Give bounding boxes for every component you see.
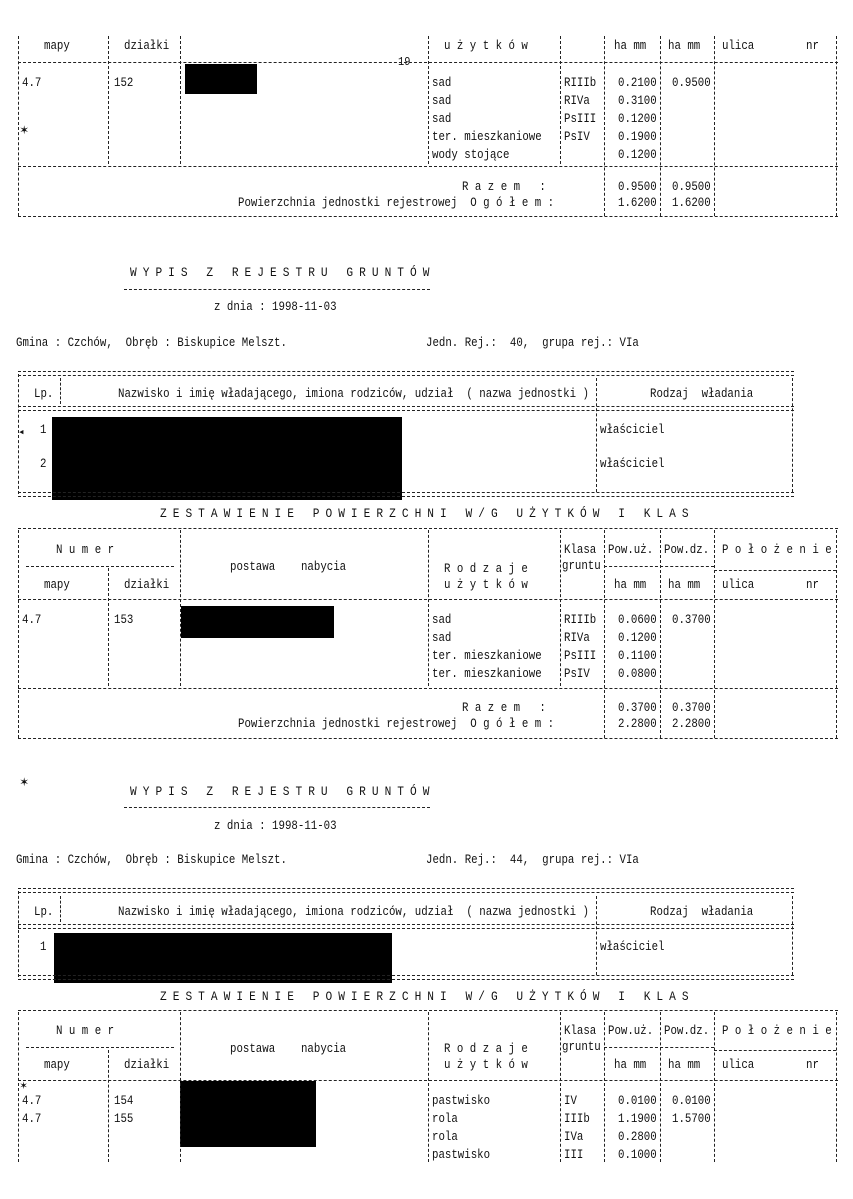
s3-col-pow-uz: Pow.uż. xyxy=(608,1024,654,1038)
s2-dzialka: 153 xyxy=(114,613,134,627)
parcel-map: 4.7 xyxy=(22,1094,42,1108)
col-header-ulica: ulica xyxy=(722,39,755,53)
parcel-map: 4.7 xyxy=(22,1112,42,1126)
s2-owners-rodzaj-header: Rodzaj władania xyxy=(650,387,754,401)
soil-class: IV xyxy=(564,1094,577,1108)
land-use: pastwisko xyxy=(432,1094,491,1108)
s3-owner-rodzaj: właściciel xyxy=(600,940,665,954)
star-mark-icon: ✶ xyxy=(20,775,29,791)
soil-class: RIIIb xyxy=(564,76,597,90)
s2-col-pow-dz: Pow.dz. xyxy=(664,543,710,557)
area-parcel: 0.9500 xyxy=(672,76,711,90)
s2-mapa: 4.7 xyxy=(22,613,42,627)
s2-owner-rodzaj: właściciel xyxy=(600,457,665,471)
b1-razem-uz: 0.9500 xyxy=(618,180,657,194)
s2-owners-name-header: Nazwisko i imię władającego, imiona rodziców, udział ( nazwa jednostki ) xyxy=(118,387,589,401)
area-used: 0.1000 xyxy=(618,1148,657,1162)
divider xyxy=(18,216,838,217)
land-use: ter. mieszkaniowe xyxy=(432,667,542,681)
land-use: sad xyxy=(432,94,452,108)
land-use: ter. mieszkaniowe xyxy=(432,649,542,663)
wypis-title-2: WYPIS Z REJESTRU GRUNTÓW xyxy=(130,784,436,799)
s2-col-ulica: ulica xyxy=(722,578,755,592)
s2-col-polozenie: P o ł o ż e n i e xyxy=(722,543,832,557)
soil-class: PsIV xyxy=(564,667,590,681)
s2-owner-lp: 2 xyxy=(40,457,47,471)
star-mark-icon: ✶ xyxy=(20,1079,28,1093)
s3-col-postawa: postawa nabycia xyxy=(230,1042,347,1056)
s2-col-numer: N u m e r xyxy=(56,543,115,557)
area-used: 0.2100 xyxy=(618,76,657,90)
land-use: rola xyxy=(432,1112,458,1126)
area-used: 0.2800 xyxy=(618,1130,657,1144)
b1-ogolem-dz: 1.6200 xyxy=(672,196,711,210)
s2-col-nr: nr xyxy=(806,578,819,592)
area-used: 0.3100 xyxy=(618,94,657,108)
s2-gmina: Gmina : Czchów, Obręb : Biskupice Melszt. xyxy=(16,336,287,350)
area-used: 0.1200 xyxy=(618,112,657,126)
land-use: sad xyxy=(432,613,452,627)
s3-col-uzytkow: u ż y t k ó w xyxy=(444,1058,528,1072)
s2-ogolem-dz: 2.2800 xyxy=(672,717,711,731)
area-parcel: 1.5700 xyxy=(672,1112,711,1126)
land-use: wody stojące xyxy=(432,148,510,162)
divider xyxy=(18,166,838,167)
area-parcel: 0.0100 xyxy=(672,1094,711,1108)
s3-jedn: Jedn. Rej.: 44, grupa rej.: VIa xyxy=(426,853,639,867)
soil-class: PsIV xyxy=(564,130,590,144)
redaction-box xyxy=(185,64,257,94)
s2-col-mapy: mapy xyxy=(44,578,70,592)
s3-col-ha-mm: ha mm xyxy=(668,1058,701,1072)
s3-col-rodzaje: R o d z a j e xyxy=(444,1042,528,1056)
area-used: 0.0800 xyxy=(618,667,657,681)
s2-owner-rodzaj: właściciel xyxy=(600,423,665,437)
s3-col-dzialki: działki xyxy=(124,1058,170,1072)
col-header-ha-mm-2: ha mm xyxy=(668,39,701,53)
s2-owner-lp: 1 xyxy=(40,423,47,437)
soil-class: IVa xyxy=(564,1130,584,1144)
s3-gmina: Gmina : Czchów, Obręb : Biskupice Melszt. xyxy=(16,853,287,867)
s2-col-pow-uz: Pow.uż. xyxy=(608,543,654,557)
land-use: ter. mieszkaniowe xyxy=(432,130,542,144)
area-used: 0.1200 xyxy=(618,148,657,162)
b1-mapa: 4.7 xyxy=(22,76,42,90)
area-used: 0.1200 xyxy=(618,631,657,645)
area-used: 0.1900 xyxy=(618,130,657,144)
s3-col-mapy: mapy xyxy=(44,1058,70,1072)
s3-col-numer: N u m e r xyxy=(56,1024,115,1038)
soil-class: IIIb xyxy=(564,1112,590,1126)
area-used: 0.0100 xyxy=(618,1094,657,1108)
parcel-number: 155 xyxy=(114,1112,134,1126)
s2-razem-label: R a z e m : xyxy=(462,701,546,715)
area-used: 0.0600 xyxy=(618,613,657,627)
land-use: sad xyxy=(432,76,452,90)
s2-jedn: Jedn. Rej.: 40, grupa rej.: VIa xyxy=(426,336,639,350)
s2-col-gruntu: gruntu xyxy=(562,559,601,573)
page-number: 19 xyxy=(398,55,411,69)
s2-razem-dz: 0.3700 xyxy=(672,701,711,715)
col-header-dzialki: działki xyxy=(124,39,170,53)
wypis-title-1: WYPIS Z REJESTRU GRUNTÓW xyxy=(130,265,436,280)
soil-class: PsIII xyxy=(564,649,597,663)
col-header-mapy: mapy xyxy=(44,39,70,53)
s2-col-postawa: postawa nabycia xyxy=(230,560,347,574)
s3-col-nr: nr xyxy=(806,1058,819,1072)
s3-date: z dnia : 1998-11-03 xyxy=(214,819,337,833)
b1-razem-label: R a z e m : xyxy=(462,180,546,194)
s3-col-pow-dz: Pow.dz. xyxy=(664,1024,710,1038)
s2-date: z dnia : 1998-11-03 xyxy=(214,300,337,314)
s3-col-polozenie: P o ł o ż e n i e xyxy=(722,1024,832,1038)
s2-col-ha-mm: ha mm xyxy=(614,578,647,592)
s2-col-rodzaje: R o d z a j e xyxy=(444,562,528,576)
soil-class: RIVa xyxy=(564,631,590,645)
arrow-mark-icon: ◂ xyxy=(18,427,25,439)
area-used: 1.1900 xyxy=(618,1112,657,1126)
s3-col-ha-mm: ha mm xyxy=(614,1058,647,1072)
soil-class: PsIII xyxy=(564,112,597,126)
s2-col-uzytkow: u ż y t k ó w xyxy=(444,578,528,592)
land-use: pastwisko xyxy=(432,1148,491,1162)
col-header-uzytkow: u ż y t k ó w xyxy=(444,39,528,53)
s3-col-gruntu: gruntu xyxy=(562,1040,601,1054)
s3-col-ulica: ulica xyxy=(722,1058,755,1072)
b1-ogolem-uz: 1.6200 xyxy=(618,196,657,210)
b1-razem-dz: 0.9500 xyxy=(672,180,711,194)
redaction-box xyxy=(181,606,334,638)
land-use: sad xyxy=(432,112,452,126)
soil-class: III xyxy=(564,1148,584,1162)
s2-col-ha-mm: ha mm xyxy=(668,578,701,592)
s2-ogolem-label: Powierzchnia jednostki rejestrowej O g ó ł e m : xyxy=(238,717,555,731)
title-underline xyxy=(124,289,430,290)
s3-owners-lp-header: Lp. xyxy=(34,905,54,919)
s3-owners-name-header: Nazwisko i imię władającego, imiona rodziców, udział ( nazwa jednostki ) xyxy=(118,905,589,919)
star-mark-icon: ✶ xyxy=(20,123,29,139)
redaction-box xyxy=(52,417,402,500)
zestawienie-title-2: ZESTAWIENIE POWIERZCHNI W/G UŻYTKÓW I KLAS xyxy=(160,989,695,1004)
land-use: rola xyxy=(432,1130,458,1144)
s3-owner-lp: 1 xyxy=(40,940,47,954)
area-used: 0.1100 xyxy=(618,649,657,663)
parcel-number: 154 xyxy=(114,1094,134,1108)
redaction-box xyxy=(180,1081,316,1147)
s2-razem-uz: 0.3700 xyxy=(618,701,657,715)
s2-col-klasa: Klasa xyxy=(564,543,597,557)
s3-owners-rodzaj-header: Rodzaj władania xyxy=(650,905,754,919)
b1-dzialka: 152 xyxy=(114,76,134,90)
s2-col-dzialki: działki xyxy=(124,578,170,592)
b1-ogolem-label: Powierzchnia jednostki rejestrowej O g ó ł e m : xyxy=(238,196,555,210)
soil-class: RIVa xyxy=(564,94,590,108)
s2-owners-lp-header: Lp. xyxy=(34,387,54,401)
zestawienie-title-1: ZESTAWIENIE POWIERZCHNI W/G UŻYTKÓW I KLAS xyxy=(160,506,695,521)
area-parcel: 0.3700 xyxy=(672,613,711,627)
soil-class: RIIIb xyxy=(564,613,597,627)
col-header-nr: nr xyxy=(806,39,819,53)
s2-ogolem-uz: 2.2800 xyxy=(618,717,657,731)
col-header-ha-mm-1: ha mm xyxy=(614,39,647,53)
s3-col-klasa: Klasa xyxy=(564,1024,597,1038)
land-use: sad xyxy=(432,631,452,645)
